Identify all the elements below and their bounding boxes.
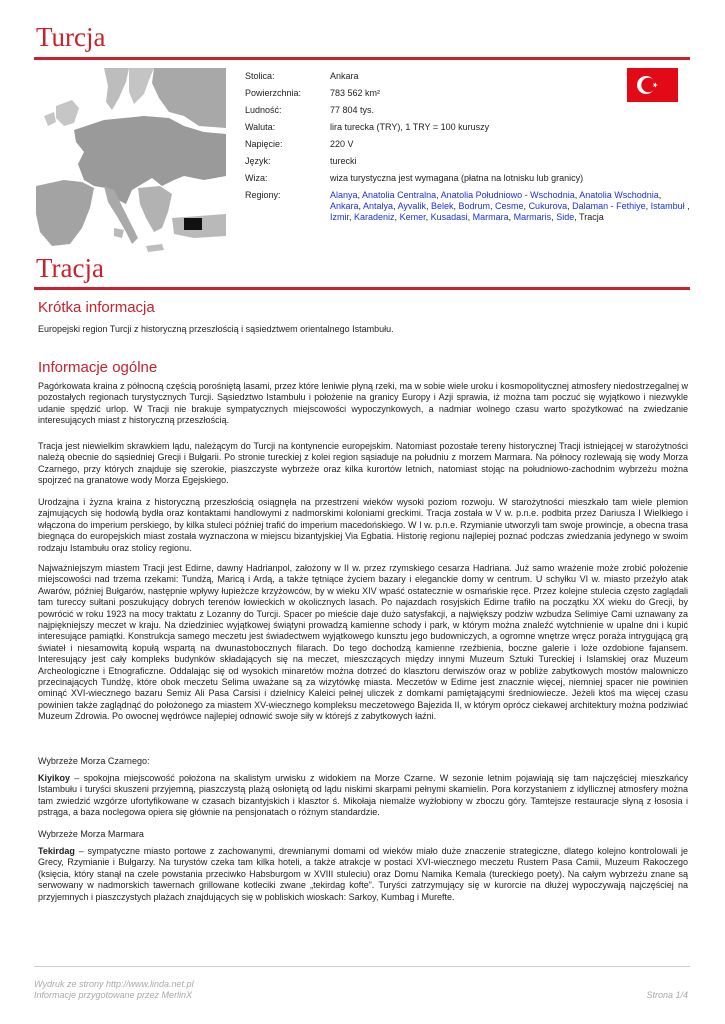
paragraph	[38, 846, 688, 903]
region-link[interactable]: Marmara	[472, 212, 509, 222]
fact-label: Ludność:	[245, 105, 282, 115]
title-rule	[34, 57, 690, 60]
country-title: Turcja	[36, 22, 106, 52]
fact-value: Ankara	[330, 71, 359, 81]
region-link[interactable]: Istambuł	[650, 201, 688, 211]
facts-table	[245, 71, 690, 229]
region-link[interactable]: Marmaris	[513, 212, 552, 222]
region-link[interactable]: Anatolia Centralna	[362, 190, 437, 200]
page-number: Strona 1/4	[646, 990, 688, 1000]
region-link[interactable]: Side	[556, 212, 575, 222]
region-link[interactable]: Karadeniz	[354, 212, 395, 222]
fact-row	[245, 105, 690, 116]
turkey-flag-image	[627, 68, 678, 102]
fact-label: Język:	[245, 156, 271, 166]
fact-label: Stolica:	[245, 71, 275, 81]
place-name: Tekirdag	[38, 846, 75, 856]
paragraph: Pagórkowata kraina z północną częścią porośniętą lasami, przez które leniwie płyną rzeki, ma w sobie wiele uroku i kosmopolitycznej atmosfery niedostrzegalnej w pozostałych regionach turystycznych Turcji. Sąsiedztwo Istambułu i położenie na granicy Europy i Azji sprawia, iż można tam poczuć się wyjątkowo i niezwykle udanie spędzić urlop. W Tracji nie brakuje sympatycznych miejscowości wypoczynkowych, a nadmiar wolnego czasu warto spożytkować na zwiedzanie interesujących miast z historyczną przeszłością.	[38, 381, 688, 426]
fact-row	[245, 122, 690, 133]
region-link[interactable]: Izmir	[330, 212, 349, 222]
short-info-heading: Krótka informacja	[38, 299, 155, 316]
regions-list: Alanya, Anatolia Centralna, Anatolia Południowo - Wschodnia, Anatolia Wschodnia, Ankara, Antalya, Ayvalik, Belek, Bodrum, Cesme, Cukurova, Dalaman - Fethiye, Istambuł , Izmir, Karadeniz, Kemer, Kusadasi, Marmara, Marmaris, Side, Tracja	[330, 190, 690, 222]
general-info-heading: Informacje ogólne	[38, 359, 158, 376]
fact-label: Wiza:	[245, 173, 268, 183]
region-title: Tracja	[36, 253, 104, 283]
europe-map-image	[34, 68, 226, 258]
fact-value: 783 562 km²	[330, 88, 381, 98]
short-info-text: Europejski region Turcji z historyczną przeszłością i sąsiedztwem orientalnego Istambułu.	[38, 324, 394, 334]
fact-value: wiza turystyczna jest wymagana (płatna na lotnisku lub granicy)	[330, 173, 584, 183]
region-link[interactable]: Anatolia Południowo - Wschodnia	[440, 190, 575, 200]
fact-label: Waluta:	[245, 122, 276, 132]
fact-row	[245, 139, 690, 150]
footer-author: Informacje przygotowane przez MerlinX	[34, 990, 193, 1000]
section-label: Wybrzeże Morza Marmara	[38, 829, 144, 839]
paragraph: Tracja jest niewielkim skrawkiem lądu, należącym do Turcji na kontynencie europejskim. Natomiast pozostałe tereny historycznej Tracji istniejącej w starożytności należą obecnie do sąsiedniej Grecji i Bułgarii. Po stronie tureckiej z kolei region sąsiaduje na południu z morzem Marmara. Na północy rozlewają się wody Morza Czarnego, przy których znajduje się szerokie, piaszczyste wybrzeże oraz kilka kurortów letnich, natomiast stojąc na południowo-zachodnim wybrzeżu można spojrzeć na granatowe wody Morza Egejskiego.	[38, 441, 688, 486]
fact-row	[245, 156, 690, 167]
region-link[interactable]: Ayvalik	[397, 201, 426, 211]
region-link[interactable]: Dalaman - Fethiye	[572, 201, 646, 211]
place-name: Kiyikoy	[38, 773, 71, 783]
fact-label: Napięcie:	[245, 139, 283, 149]
place-description: – spokojna miejscowość położona na skalistym urwisku z widokiem na Morze Czarne. W sezonie letnim pojawiają się tam najczęściej mieszkańcy Istambułu i turyści skuszeni przyjemną, piaszczystą plażą osłoniętą od lądu niskimi skarpami pełnymi skamielin. Pora korzystaniem z idyllicznej atmosfery można tam zwiedzić wzgórze ufortyfikowane w czasach bizantyjskich i klasztor ś. Mikołaja niemalże wyżłobiony w zboczu góry. Tamtejsze restauracje słyną z łososia i pstrąga, a baza noclegowa opiera się głównie na pensjonatach o różnym standardzie.	[38, 773, 688, 818]
paragraph: Urodzajna i żyzna kraina z historyczną przeszłością osiągnęła na przestrzeni wieków wysoki poziom rozwoju. W starożytności mieszkało tam wiele plemion zajmujących się hodowlą bydła oraz kontaktami handlowymi z nadmorskimi koloniami greckimi. Tracja została w V w. p.n.e. podbita przez Dariusza I Wielkiego i włączona do imperium perskiego, by kilka stuleci później trafić do imperium macedońskiego. W I w. p.n.e. Rzymianie utworzyli tam swoje prowincje, a obecna trasa biegnąca do europejskich miast została wyznaczona w miejscu bizantyjskiej Via Egbatia. Historię regionu najlepiej poznać podczas zwiedzania jedynego w swoim rodzaju Istambułu oraz stolicy regionu.	[38, 497, 688, 553]
fact-row	[245, 173, 690, 184]
fact-value: 220 V	[330, 139, 354, 149]
region-link[interactable]: Cukurova	[528, 201, 568, 211]
fact-row	[245, 88, 690, 99]
region-link[interactable]: Antalya	[363, 201, 394, 211]
fact-label: Powierzchnia:	[245, 88, 302, 98]
region-link[interactable]: Alanya	[330, 190, 358, 200]
section-label: Wybrzeże Morza Czarnego:	[38, 756, 150, 766]
region-link[interactable]: Bodrum	[458, 201, 491, 211]
region-link[interactable]: Kemer	[399, 212, 426, 222]
region-link[interactable]: Kusadasi	[430, 212, 468, 222]
fact-row	[245, 71, 690, 82]
fact-value: turecki	[330, 156, 357, 166]
regions-label: Regiony:	[245, 190, 281, 200]
region-link[interactable]: Belek	[430, 201, 454, 211]
footer-source: Wydruk ze strony http://www.linda.net.pl	[34, 979, 194, 989]
footer-rule	[34, 966, 690, 967]
regions-row	[245, 190, 690, 223]
region-rule	[34, 287, 690, 290]
fact-value: 77 804 tys.	[330, 105, 375, 115]
fact-value: lira turecka (TRY), 1 TRY = 100 kuruszy	[330, 122, 490, 132]
region-link[interactable]: Ankara	[330, 201, 359, 211]
paragraph	[38, 773, 688, 819]
region-link[interactable]: Cesme	[495, 201, 524, 211]
current-region: Tracja	[579, 212, 604, 222]
place-description: – sympatyczne miasto portowe z zachowanymi, drewnianymi domami od wieków miało duże znaczenie strategiczne, dlatego kolejno kontrolowali je Grecy, Rzymianie i Bułgarzy. Na turystów czeka tam kilka hoteli, a także atrakcje w postaci XVI-wiecznego meczetu Rustem Pasa Camii, Muzeum Rakoczego (księcia, który stanął na czele powstania przeciwko Habsburgom w XVIII stuleciu) oraz Domu Namika Kemala (tureckiego poety). Na całym wybrzeżu znane są serwowany w nadmorskich tawernach grillowane kotleciki zwane „tekirdag kofte”. Turyści zatrzymujący się w kurorcie na dłużej wypoczywają najczęściej na przyjemnych i piaszczystych plażach znajdujących się w pobliskich wioskach: Sarkoy, Kumbag i Murefte.	[38, 846, 688, 902]
footer-text	[34, 979, 194, 1001]
region-link[interactable]: Anatolia Wschodnia	[579, 190, 659, 200]
paragraph: Najważniejszym miastem Tracji jest Edirne, dawny Hadrianpol, założony w II w. przez rzymskiego cesarza Hadriana. Już samo wrażenie może zrobić położenie miejscowości nad trzema rzekami: Tundżą, Maricą i Ardą, a także tętniące życiem bazary i eleganckie domy w centrum. U schyłku VI w. miasto przeżyło atak Awarów, później Bułgarów, następnie wpływy łupieżcze krzyżowców, by w wieku XIV wpaść ostatecznie w osmańskie ręce. Przez kolejne stulecia często zaglądali tam tureccy sułtani poszukujący dobrych terenów łowieckich w okolicznych lasach. Po najazdach rosyjskich Edirne trafiło na początku XX wieku do Grecji, by powrócić w roku 1923 na mocy traktatu z Lozanny do Turcji. Spacer po mieście daje dużo satysfakcji, a największy podziw wzbudza Selimiye Cami uznawany za najpiękniejszy meczet w kraju. Na dziedziniec wyjątkowej świątyni prowadzą kamienne schody i park, w którym można znaleźć wytchnienie w upalne dni i kupić interesujące pamiątki. Konstrukcja samego meczetu jest świadectwem wyjątkowego kunsztu jego budowniczych, a ogromne wnętrze wręcz poraża intrygującą grą świateł i niesamowitą kopułą wspartą na dwunastobocznych filarach. Do tego dochodzą kamienne rzeźbienia, boczne galerie i loże ozdobione fajansem. Interesujący jest cały kompleks budynków składających się na meczet, mieszczących między innymi Muzeum Sztuki Tureckiej i Islamskiej oraz Muzeum Archeologiczne i Etnograficzne. Oddalając się od wysokich minaretów można dotrzeć do klasztoru derwiszów oraz w pobliże zabytkowych mostów malowniczo przecinających Tundżę, które obok meczetu Selima uważane są za wizytówkę miasta. Meczetów w Edirne jest znacznie więcej, niemniej spacer nie powinien ominąć XVI-wiecznego bazaru Semiz Ali Pasa Carsisi i dzielnicy Kaleici pełnej uliczek z domkami pamiętającymi średniowiecze. Jeżeli ktoś ma więcej czasu powinien także zaglądnąć do położonego za miastem XV-wiecznego kompleksu meczetowego Bajezida II, w którym oprócz ciekawej architektury można podziwiać Muzeum Zdrowia. Po owocnej wędrówce najlepiej odnowić swoje siły w którejś z zabytkowych łaźni.	[38, 563, 688, 722]
